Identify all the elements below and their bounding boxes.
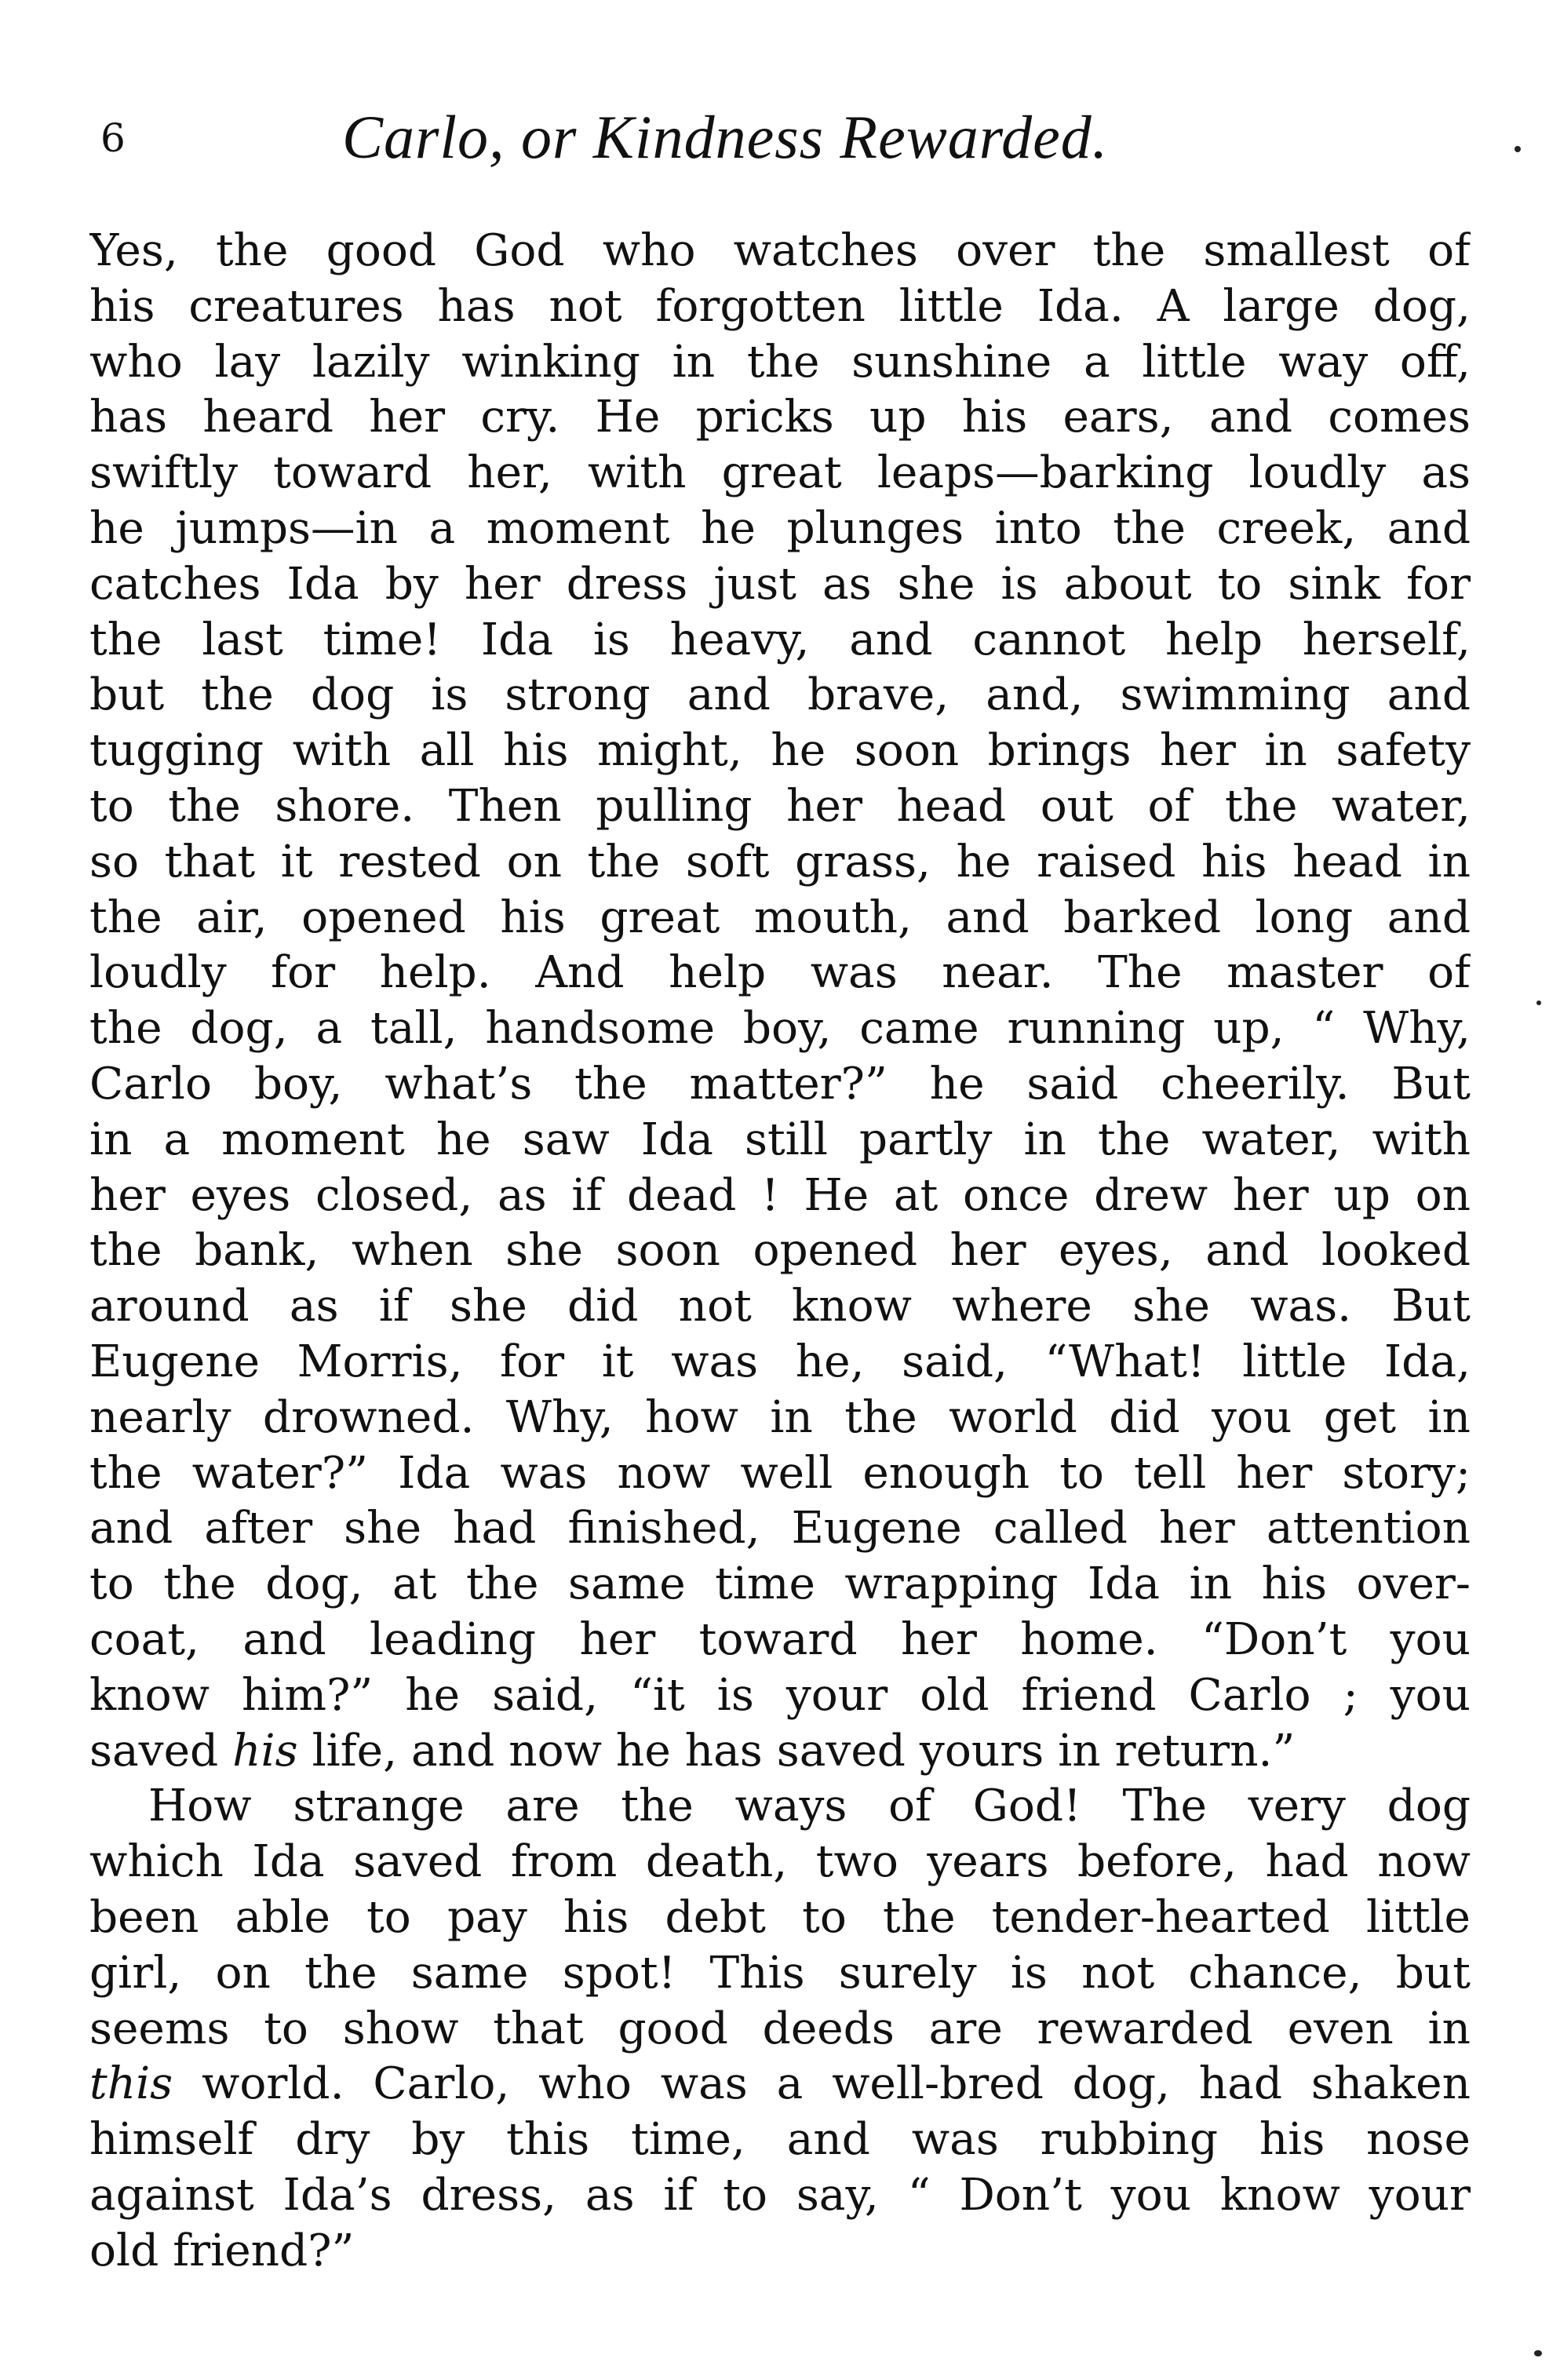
body-text — [89, 224, 1471, 2279]
print-speck — [1514, 146, 1521, 152]
page-number: 6 — [100, 115, 126, 161]
text-line: her eyes closed, as if dead ! He at once drew her up on — [89, 1169, 1471, 1221]
text-line: How strange are the ways of God! The very dog — [148, 1780, 1471, 1832]
text-line: old friend?” — [89, 2225, 355, 2276]
text-line: the last time! Ida is heavy, and cannot help herself, — [89, 614, 1471, 665]
text-line: Yes, the good God who watches over the smallest of — [89, 225, 1471, 276]
text-line: the bank, when she soon opened her eyes, and looked — [89, 1225, 1471, 1277]
text-line: but the dog is strong and brave, and, swimming and — [89, 669, 1471, 721]
text-line: around as if she did not know where she was. But — [89, 1281, 1471, 1332]
text-line: against Ida’s dress, as if to say, “ Don’t you know your — [89, 2169, 1471, 2221]
text-line: in a moment he saw Ida still partly in the water, with — [89, 1113, 1471, 1165]
text-line: Eugene Morris, for it was he, said, “What! little Ida, — [89, 1336, 1471, 1387]
print-speck — [1534, 2350, 1542, 2356]
paragraph — [89, 224, 1471, 1779]
text-line: which Ida saved from death, two years before, had now — [89, 1836, 1471, 1888]
text-line: know him?” he said, “it is your old friend Carlo ; you — [89, 1669, 1471, 1721]
text-line: himself dry by this time, and was rubbing his nose — [89, 2114, 1471, 2166]
text-line: so that it rested on the soft grass, he raised his head in — [89, 836, 1471, 887]
running-title: Carlo, or Kindness Rewarded. — [342, 103, 1109, 171]
text-line: saved his life, and now he has saved yours in return.” — [89, 1725, 1296, 1777]
text-line: seems to show that good deeds are rewarded even in — [89, 2003, 1471, 2054]
text-line: his creatures has not forgotten little Ida. A large dog, — [89, 280, 1471, 332]
page-header — [93, 102, 1474, 180]
text-line: to the dog, at the same time wrapping Ida in his over- — [89, 1558, 1471, 1610]
text-line: the air, opened his great mouth, and barked long and — [89, 891, 1471, 943]
text-line: who lay lazily winking in the sunshine a little way off, — [89, 336, 1471, 388]
text-line: the dog, a tall, handsome boy, came running up, “ Why, — [89, 1003, 1471, 1055]
text-line: the water?” Ida was now well enough to tell her story; — [89, 1447, 1471, 1499]
text-line: girl, on the same spot! This surely is not chance, but — [89, 1947, 1471, 1999]
text-line: coat, and leading her toward her home. “Don’t you — [89, 1613, 1471, 1665]
text-line: catches Ida by her dress just as she is about to sink for — [89, 558, 1471, 610]
text-line: this world. Carlo, who was a well-bred dog, had shaken — [89, 2058, 1471, 2110]
text-line: to the shore. Then pulling her head out of the water, — [89, 780, 1471, 832]
text-line: been able to pay his debt to the tender-hearted little — [89, 1891, 1471, 1943]
text-line: he jumps—in a moment he plunges into the creek, and — [89, 502, 1471, 554]
text-line: nearly drowned. Why, how in the world did you get in — [89, 1391, 1471, 1443]
text-line: tugging with all his might, he soon brings her in safety — [89, 725, 1471, 777]
text-line: and after she had finished, Eugene called her attention — [89, 1503, 1471, 1554]
text-line: loudly for help. And help was near. The master of — [89, 947, 1471, 999]
text-line: swiftly toward her, with great leaps—barking loudly as — [89, 447, 1471, 499]
print-speck — [1536, 1000, 1541, 1005]
text-line: has heard her cry. He pricks up his ears, and comes — [89, 392, 1471, 443]
text-line: Carlo boy, what’s the matter?” he said cheerily. But — [89, 1058, 1471, 1110]
paragraph — [89, 1779, 1471, 2279]
